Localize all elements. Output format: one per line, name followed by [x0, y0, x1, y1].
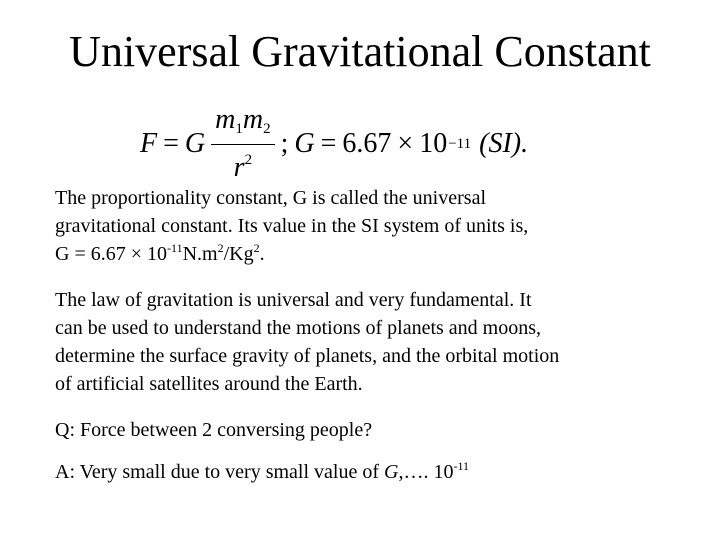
- g-unit-kg-exp: 2: [253, 241, 260, 255]
- answer-exp: -11: [453, 459, 470, 473]
- formula-G: G: [184, 128, 206, 159]
- g-value-end: .: [259, 243, 265, 265]
- slide-title: Universal Gravitational Constant: [69, 27, 651, 76]
- p2-line3: determine the surface gravity of planets, and the orbital motion: [55, 345, 560, 367]
- formula-exponent: −11: [448, 135, 472, 152]
- g-value-prefix: G = 6.67 × 10: [55, 243, 168, 265]
- formula-unit: (SI).: [479, 128, 529, 159]
- p1-line3: [55, 240, 675, 268]
- denominator-exp: 2: [244, 152, 253, 168]
- formula-F: F: [140, 128, 158, 159]
- formula-separator: ;: [280, 128, 289, 159]
- formula-coefficient: 6.67: [342, 128, 392, 159]
- answer-G: G: [384, 461, 399, 483]
- paragraph-law-universal: [55, 286, 675, 398]
- formula-denominator: [234, 145, 252, 183]
- g-unit-kg: /Kg: [223, 243, 254, 265]
- formula-fraction: [211, 105, 274, 183]
- numerator-sub2: 2: [263, 121, 271, 137]
- numerator-sub1: 1: [235, 121, 243, 137]
- p2-line2: can be used to understand the motions of planets and moons,: [55, 317, 542, 339]
- p2-line1: The law of gravitation is universal and very fundamental. It: [55, 289, 532, 311]
- formula-times: ×: [397, 128, 414, 159]
- g-unit-m-exp: 2: [217, 241, 224, 255]
- p1-line1: The proportionality constant, G is called the universal: [55, 187, 486, 209]
- p1-line2: gravitational constant. Its value in the SI system of units is,: [55, 215, 529, 237]
- gravitation-formula: [140, 104, 528, 184]
- answer-text: [55, 458, 675, 486]
- answer-suffix: ,…. 10: [398, 461, 454, 483]
- paragraph-gravitational-constant: [55, 184, 675, 268]
- numerator-m2: m: [242, 104, 264, 135]
- g-unit-nm: N.m: [182, 243, 218, 265]
- formula-equals-2: =: [320, 128, 337, 159]
- denominator-r: r: [233, 152, 245, 183]
- p2-line4: of artificial satellites around the Earth.: [55, 373, 363, 395]
- formula-equals-1: =: [163, 128, 179, 159]
- answer-prefix: A: Very small due to very small value of: [55, 461, 385, 483]
- formula-numerator: [211, 105, 274, 144]
- question-text: Q: Force between 2 conversing people?: [55, 419, 373, 441]
- formula-base: 10: [419, 128, 448, 159]
- formula-G2: G: [294, 128, 315, 159]
- g-value-exp: -11: [167, 241, 183, 255]
- numerator-m1: m: [215, 104, 236, 135]
